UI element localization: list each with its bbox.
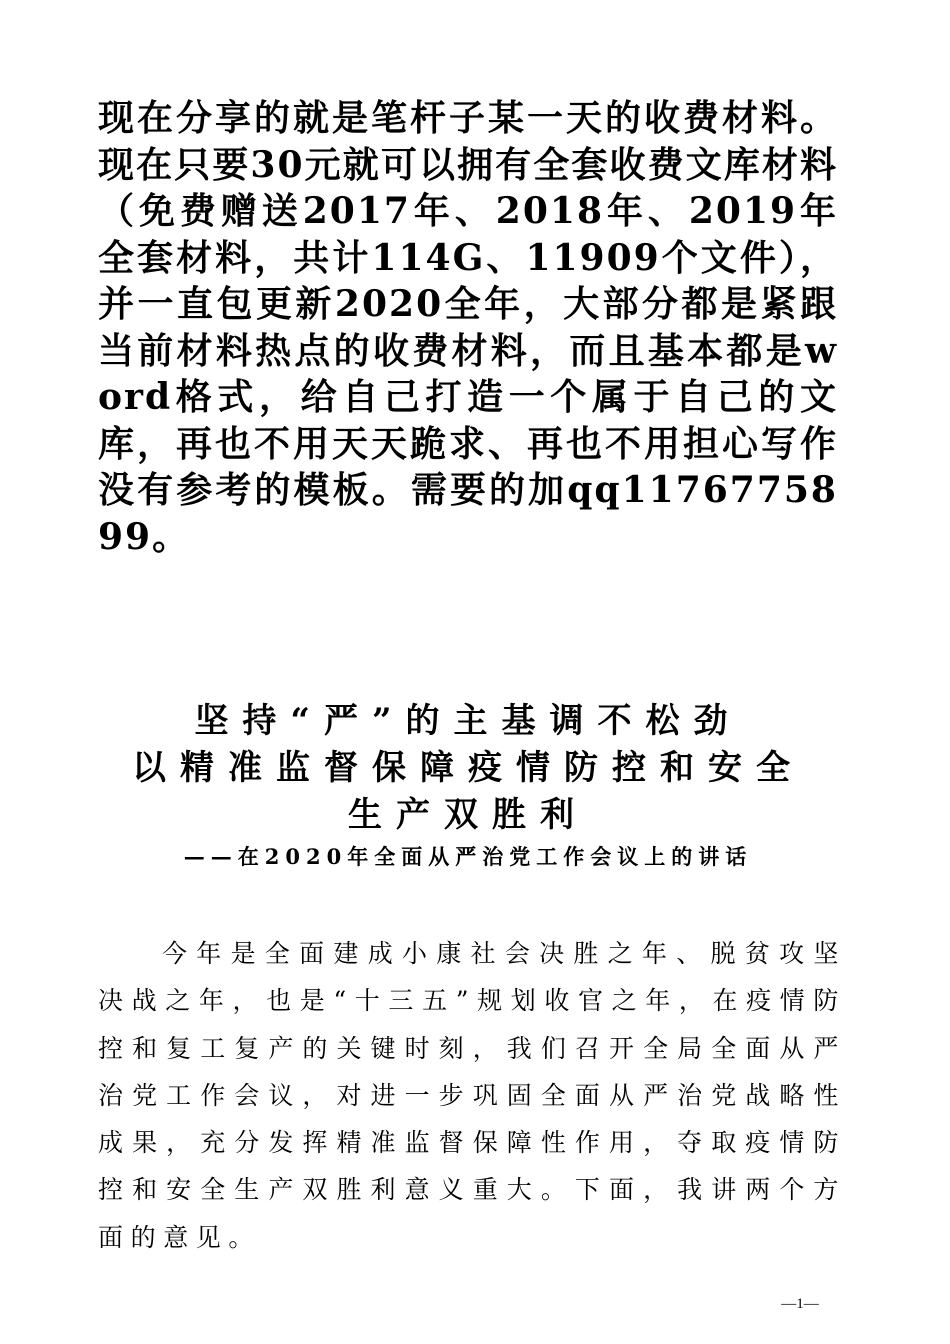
title-line-2: 以精准监督保障疫情防控和安全 <box>132 748 804 788</box>
title-block <box>98 698 838 873</box>
page-number: —1— <box>781 1296 819 1312</box>
body-paragraph: 今年是全面建成小康社会决胜之年、脱贫攻坚决战之年，也是“十三五”规划收官之年，在疫情防控和复工复产的关键时刻，我们召开全局全面从严治党工作会议，对进一步巩固全面从严治党战略性成果，充分发挥精准监督保障性作用，夺取疫情防控和安全生产双胜利意义重大。下面，我讲两个方面的意见。 <box>98 939 846 1252</box>
title-line-1: 坚持“严”的主基调不松劲 <box>194 701 742 741</box>
promo-paragraph: 现在分享的就是笔杆子某一天的收费材料。现在只要30元就可以拥有全套收费文库材料（免费赠送2017年、2018年、2019年全套材料，共计114G、11909个文件），并一直包更新2020全年，大部分都是紧跟当前材料热点的收费材料，而且基本都是word格式，给自己打造一个属于自己的文库，再也不用天天跪求、再也不用担心写作没有参考的模板。需要的加qq1176775899。 <box>98 97 838 558</box>
title-line-3: 生产双胜利 <box>348 795 588 835</box>
subtitle: ——在2020年全面从严治党工作会议上的讲话 <box>183 844 753 869</box>
